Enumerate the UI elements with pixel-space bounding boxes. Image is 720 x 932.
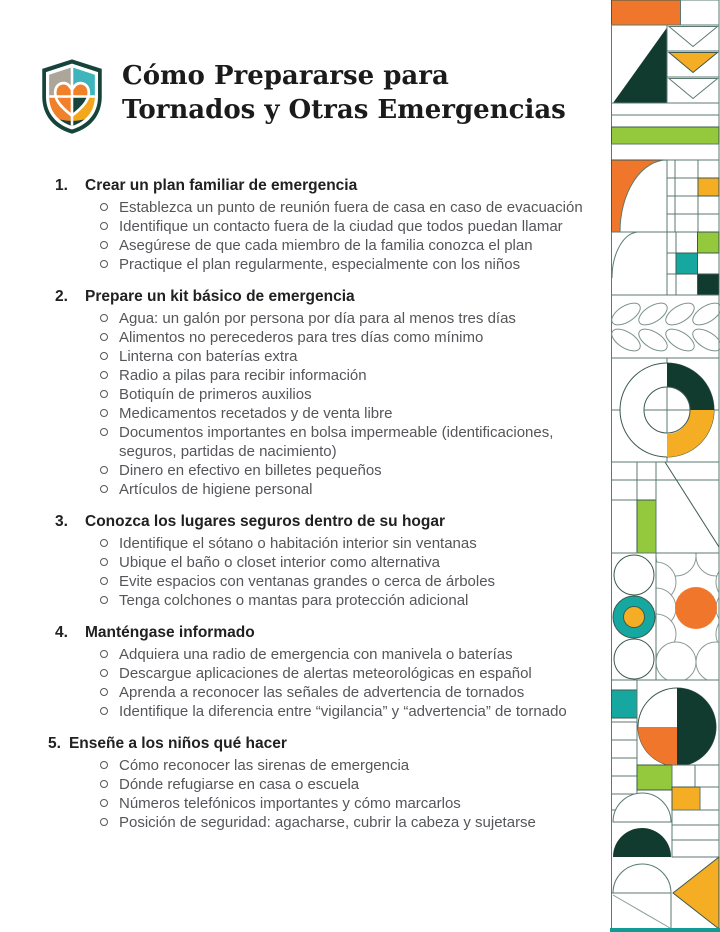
list-item xyxy=(100,423,605,461)
list-item-text: Establezca un punto de reunión fuera de casa en caso de evacuación xyxy=(119,199,583,216)
list-item-text: Descargue aplicaciones de alertas meteorológicas en español xyxy=(119,665,532,682)
section-title: Manténgase informado xyxy=(85,624,255,641)
bullet-icon xyxy=(100,688,108,696)
list-item-text: Identifique un contacto fuera de la ciudad que todos puedan llamar xyxy=(119,218,563,235)
list-item xyxy=(100,683,605,702)
bullet-icon xyxy=(100,761,108,769)
list-item xyxy=(100,794,605,813)
list-item xyxy=(100,553,605,572)
list-item-text: Asegúrese de que cada miembro de la familia conozca el plan xyxy=(119,237,533,254)
bullet-list xyxy=(55,534,605,610)
list-item xyxy=(100,385,605,404)
list-item-text: Linterna con baterías extra xyxy=(119,348,298,365)
list-item-text: Dinero en efectivo en billetes pequeños xyxy=(119,462,382,479)
bullet-icon xyxy=(100,203,108,211)
section-heading xyxy=(55,623,605,642)
list-item xyxy=(100,347,605,366)
bullet-icon xyxy=(100,818,108,826)
list-item-text: Documentos importantes en bolsa impermeable (identificaciones, seguros, partidas de nacimiento) xyxy=(119,424,554,460)
list-item-text: Identifique la diferencia entre “vigilancia” y “advertencia” de tornado xyxy=(119,703,567,720)
bullet-list xyxy=(48,756,605,832)
section-3 xyxy=(55,512,605,610)
list-item xyxy=(100,756,605,775)
bullet-icon xyxy=(100,539,108,547)
list-item-text: Medicamentos recetados y de venta libre xyxy=(119,405,393,422)
section-5 xyxy=(48,734,605,832)
bullet-icon xyxy=(100,428,108,436)
bullet-icon xyxy=(100,409,108,417)
document-body xyxy=(48,176,605,845)
bullet-icon xyxy=(100,390,108,398)
list-item-text: Artículos de higiene personal xyxy=(119,481,313,498)
bullet-icon xyxy=(100,799,108,807)
list-item xyxy=(100,404,605,423)
section-number: 5. xyxy=(48,735,61,752)
section-number: 4. xyxy=(55,624,68,641)
bullet-icon xyxy=(100,558,108,566)
bullet-icon xyxy=(100,260,108,268)
list-item xyxy=(100,328,605,347)
list-item-text: Practique el plan regularmente, especialmente con los niños xyxy=(119,256,521,273)
list-item xyxy=(100,255,605,274)
bullet-list xyxy=(55,198,605,274)
section-4 xyxy=(55,623,605,721)
list-item xyxy=(100,591,605,610)
bullet-icon xyxy=(100,314,108,322)
page-title-line2: Tornados y Otras Emergencias xyxy=(122,95,566,125)
bullet-icon xyxy=(100,650,108,658)
bullet-icon xyxy=(100,241,108,249)
section-title: Conozca los lugares seguros dentro de su hogar xyxy=(85,513,446,530)
list-item-text: Dónde refugiarse en casa o escuela xyxy=(119,776,360,793)
shield-heart-logo-icon xyxy=(38,58,106,135)
bullet-icon xyxy=(100,371,108,379)
list-item-text: Identifique el sótano o habitación interior sin ventanas xyxy=(119,535,477,552)
section-number: 3. xyxy=(55,513,68,530)
list-item xyxy=(100,534,605,553)
section-heading xyxy=(48,734,605,753)
list-item xyxy=(100,480,605,499)
list-item-text: Botiquín de primeros auxilios xyxy=(119,386,312,403)
list-item-text: Evite espacios con ventanas grandes o cerca de árboles xyxy=(119,573,496,590)
section-heading xyxy=(55,287,605,306)
list-item xyxy=(100,461,605,480)
list-item xyxy=(100,645,605,664)
list-item xyxy=(100,775,605,794)
geometric-pattern-sidebar xyxy=(610,0,720,932)
section-number: 2. xyxy=(55,288,68,305)
list-item-text: Adquiera una radio de emergencia con manivela o baterías xyxy=(119,646,513,663)
bullet-icon xyxy=(100,596,108,604)
page-title-line1: Cómo Prepararse para xyxy=(122,61,449,91)
section-2 xyxy=(55,287,605,499)
bullet-list xyxy=(55,645,605,721)
list-item-text: Ubique el baño o closet interior como alternativa xyxy=(119,554,441,571)
list-item-text: Números telefónicos importantes y cómo marcarlos xyxy=(119,795,461,812)
list-item xyxy=(100,217,605,236)
list-item-text: Tenga colchones o mantas para protección adicional xyxy=(119,592,469,609)
section-heading xyxy=(55,176,605,195)
list-item-text: Alimentos no perecederos para tres días como mínimo xyxy=(119,329,484,346)
list-item xyxy=(100,702,605,721)
bullet-icon xyxy=(100,333,108,341)
list-item xyxy=(100,236,605,255)
section-1 xyxy=(55,176,605,274)
page-title xyxy=(122,59,566,127)
bullet-icon xyxy=(100,222,108,230)
list-item-text: Radio a pilas para recibir información xyxy=(119,367,367,384)
list-item xyxy=(100,813,605,832)
list-item-text: Cómo reconocer las sirenas de emergencia xyxy=(119,757,410,774)
section-heading xyxy=(55,512,605,531)
list-item xyxy=(100,309,605,328)
section-title: Crear un plan familiar de emergencia xyxy=(85,177,358,194)
bullet-icon xyxy=(100,466,108,474)
list-item xyxy=(100,572,605,591)
list-item xyxy=(100,366,605,385)
bullet-icon xyxy=(100,577,108,585)
section-title: Enseñe a los niños qué hacer xyxy=(68,735,287,752)
list-item xyxy=(100,664,605,683)
bullet-icon xyxy=(100,485,108,493)
bullet-list xyxy=(55,309,605,499)
bullet-icon xyxy=(100,352,108,360)
list-item xyxy=(100,198,605,217)
list-item-text: Posición de seguridad: agacharse, cubrir la cabeza y sujetarse xyxy=(119,814,536,831)
list-item-text: Agua: un galón por persona por día para al menos tres días xyxy=(119,310,516,327)
bullet-icon xyxy=(100,669,108,677)
section-number: 1. xyxy=(55,177,68,194)
bullet-icon xyxy=(100,780,108,788)
section-title: Prepare un kit básico de emergencia xyxy=(85,288,355,305)
list-item-text: Aprenda a reconocer las señales de advertencia de tornados xyxy=(119,684,525,701)
bullet-icon xyxy=(100,707,108,715)
header xyxy=(38,58,566,135)
